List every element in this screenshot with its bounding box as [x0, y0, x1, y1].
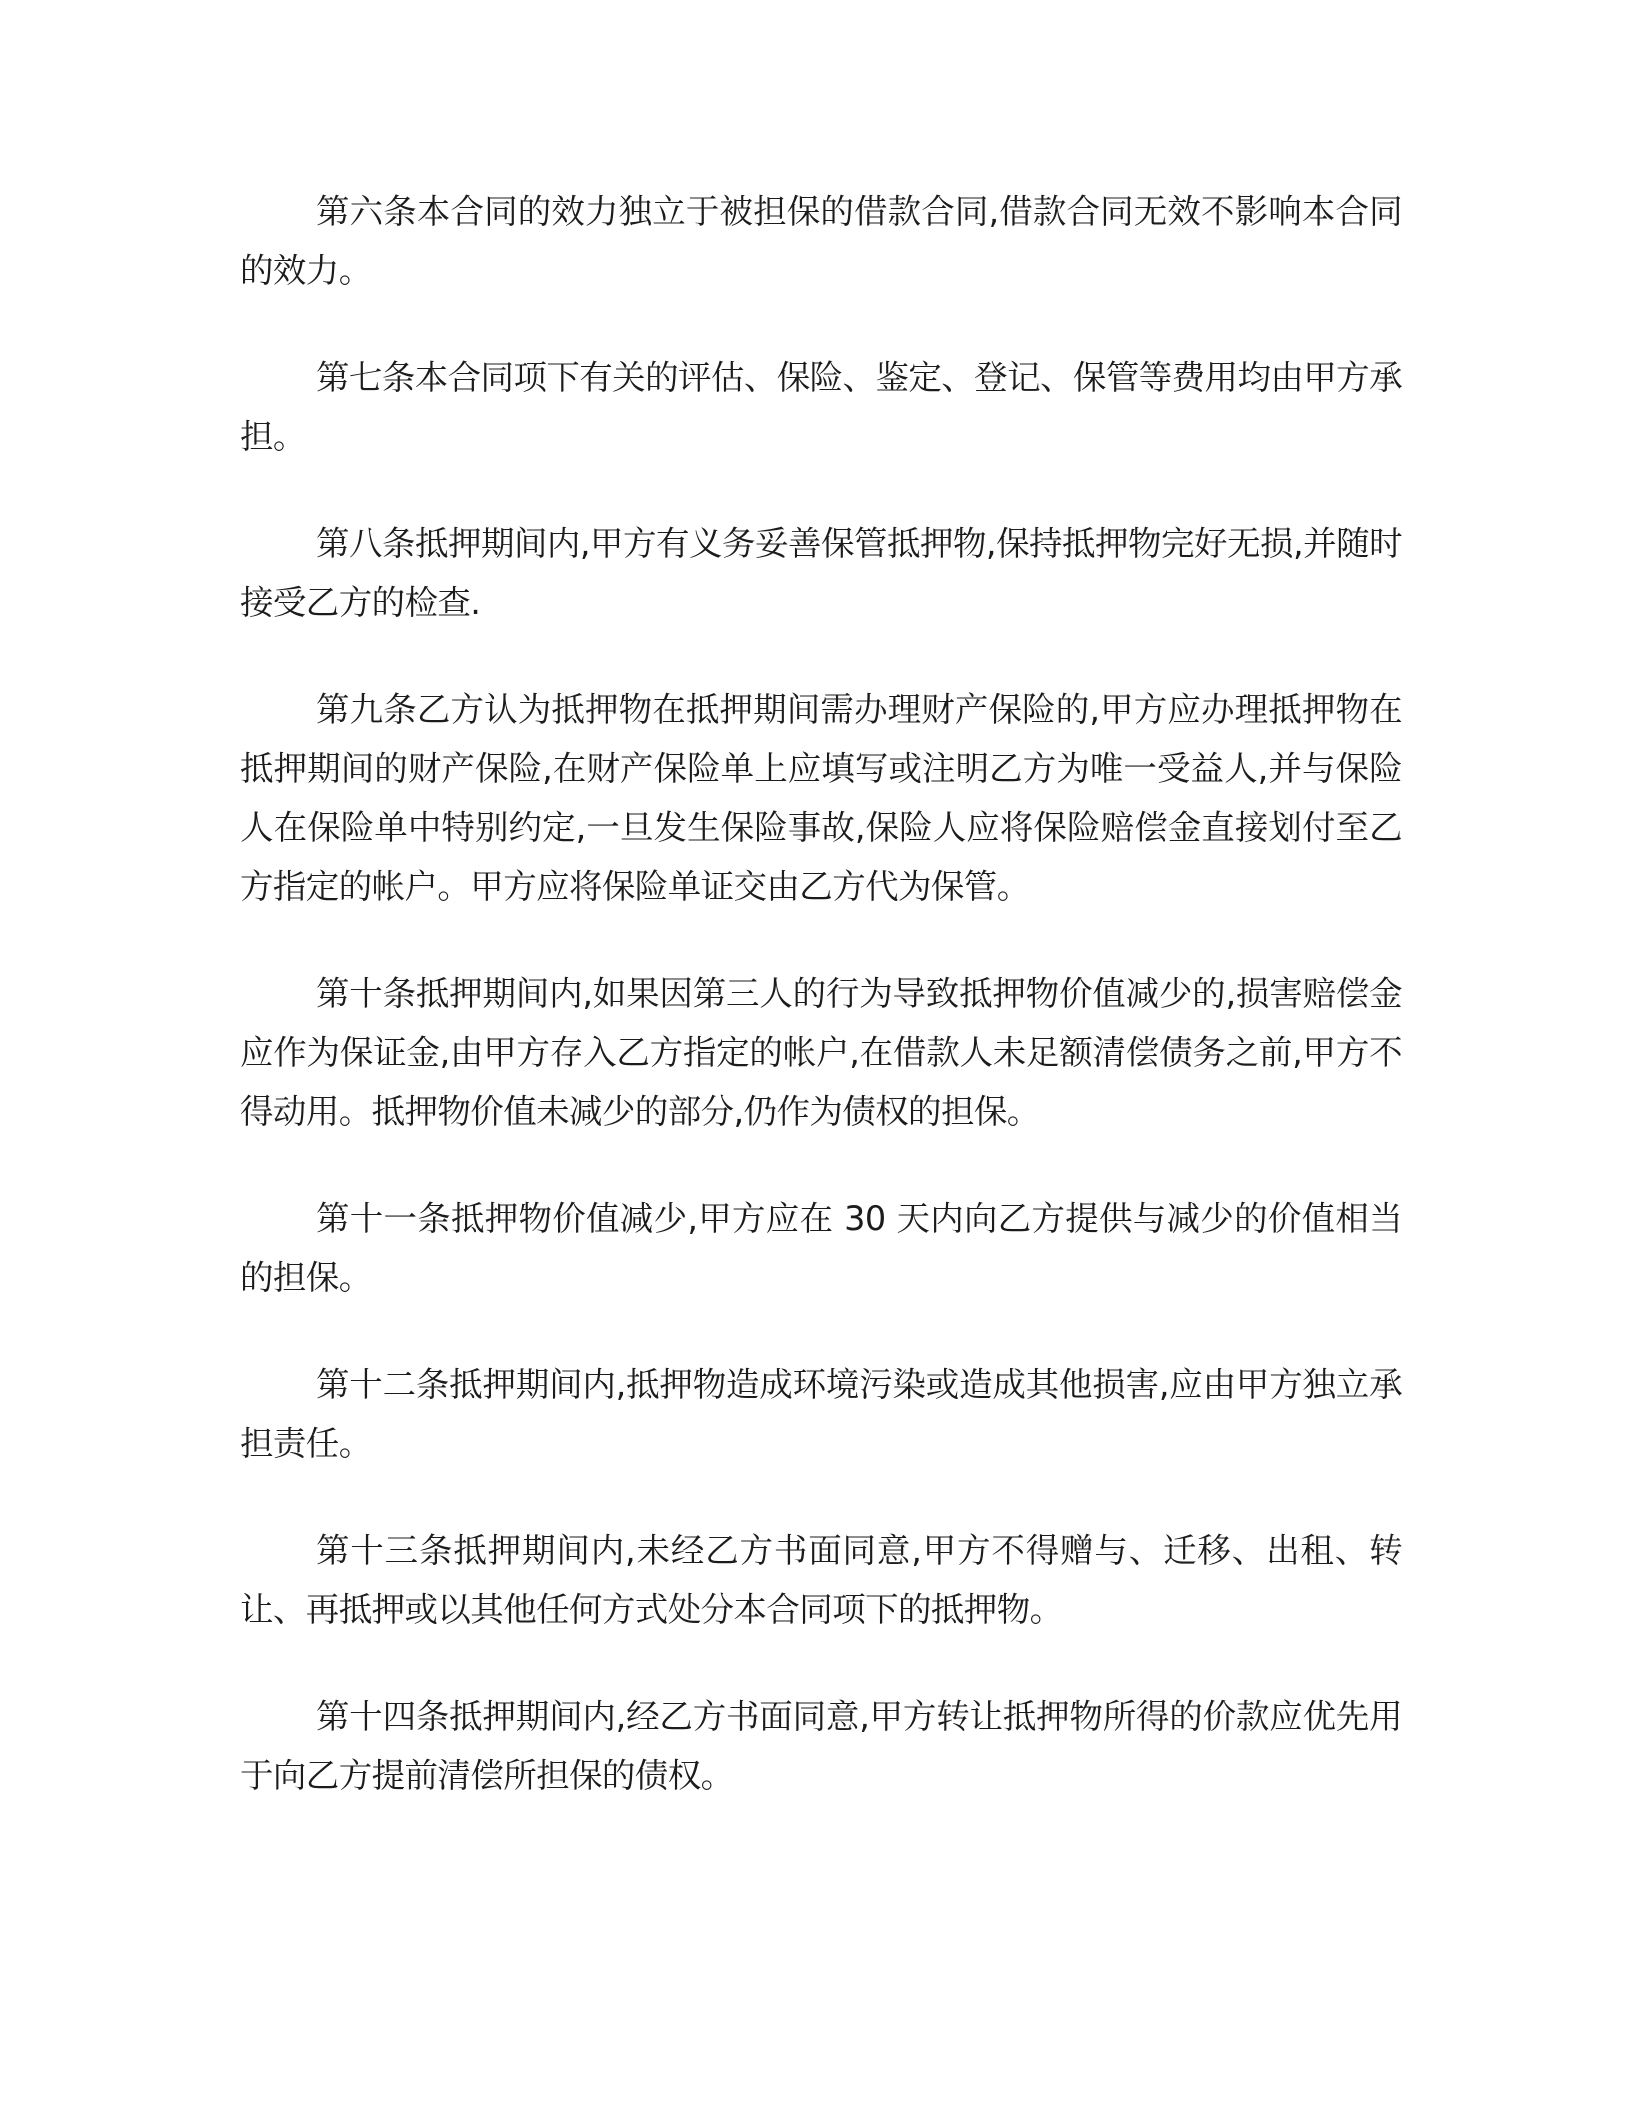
clause-7: 第七条本合同项下有关的评估、保险、鉴定、登记、保管等费用均由甲方承担。: [240, 358, 1402, 456]
clause-12: 第十二条抵押期间内,抵押物造成环境污染或造成其他损害,应由甲方独立承担责任。: [240, 1365, 1402, 1463]
clause-10: 第十条抵押期间内,如果因第三人的行为导致抵押物价值减少的,损害赔偿金应作为保证金,由甲方存入乙方指定的帐户,在借款人未足额清偿债务之前,甲方不得动用。抵押物价值未减少的部分,仍作为债权的担保。: [240, 974, 1402, 1131]
clause-11: 第十一条抵押物价值减少,甲方应在 30 天内向乙方提供与减少的价值相当的担保。: [240, 1199, 1402, 1297]
clause-14: 第十四条抵押期间内,经乙方书面同意,甲方转让抵押物所得的价款应优先用于向乙方提前清偿所担保的债权。: [240, 1697, 1402, 1795]
clause-9: 第九条乙方认为抵押物在抵押期间需办理财产保险的,甲方应办理抵押物在抵押期间的财产保险,在财产保险单上应填写或注明乙方为唯一受益人,并与保险人在保险单中特别约定,一旦发生保险事故,保险人应将保险赔偿金直接划付至乙方指定的帐户。甲方应将保险单证交由乙方代为保管。: [240, 690, 1402, 906]
clause-8: 第八条抵押期间内,甲方有义务妥善保管抵押物,保持抵押物完好无损,并随时接受乙方的检查.: [240, 524, 1402, 622]
clause-13: 第十三条抵押期间内,未经乙方书面同意,甲方不得赠与、迁移、出租、转让、再抵押或以其他任何方式处分本合同项下的抵押物。: [240, 1531, 1402, 1629]
contract-body: [240, 182, 1402, 1853]
clause-6: 第六条本合同的效力独立于被担保的借款合同,借款合同无效不影响本合同的效力。: [240, 192, 1402, 290]
